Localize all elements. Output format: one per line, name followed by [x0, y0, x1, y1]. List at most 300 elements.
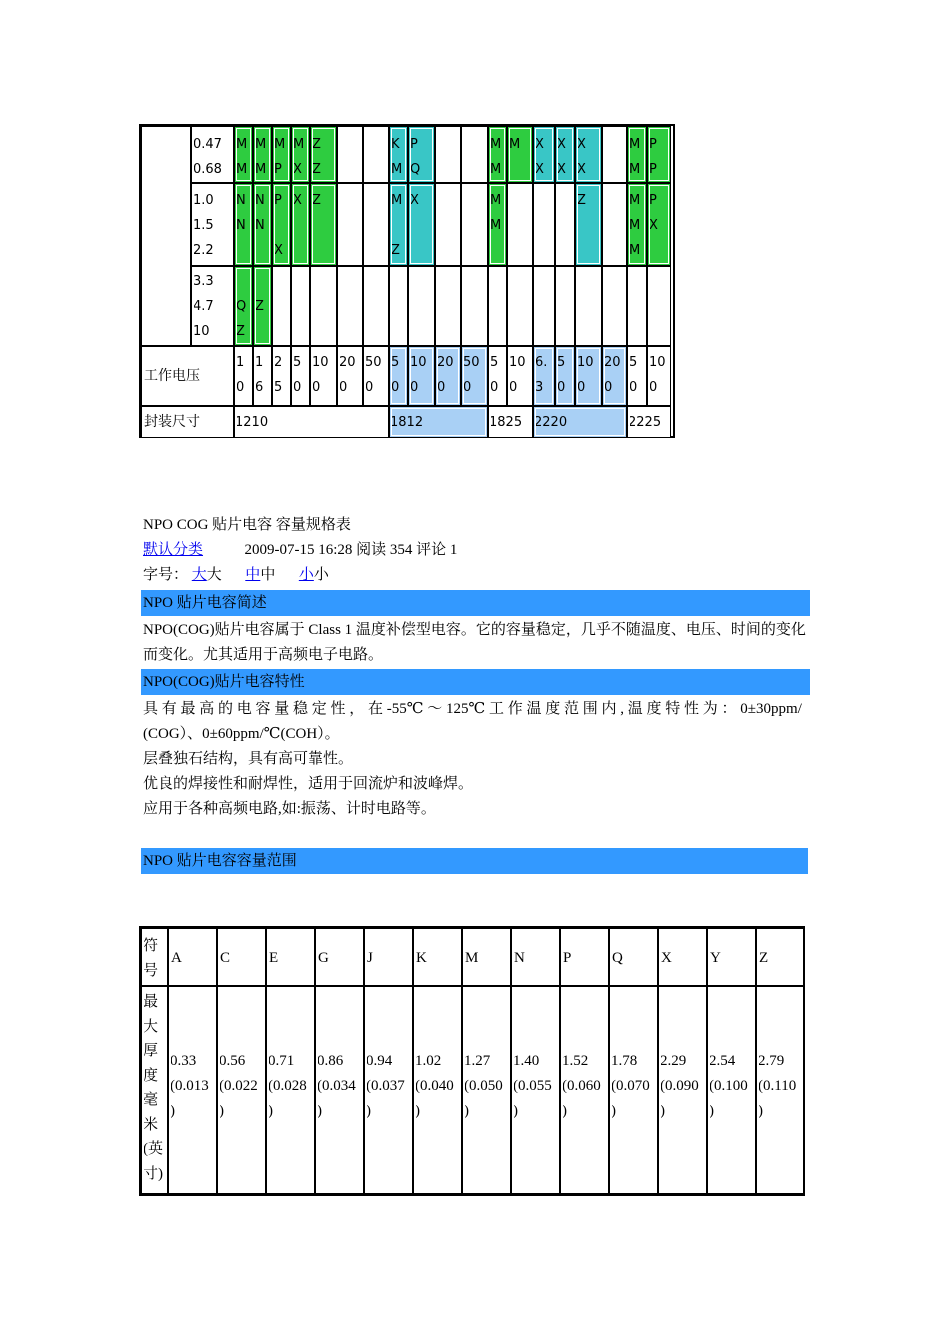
cell-line: ) — [513, 1103, 518, 1119]
cell-line — [462, 188, 487, 213]
cell-line: 0 — [365, 380, 374, 395]
code-cell — [627, 266, 647, 346]
cell-line: 0 — [236, 380, 245, 395]
code-cell — [234, 266, 253, 346]
code-cell — [291, 266, 310, 346]
cell-line: X — [535, 162, 544, 177]
cell-line — [628, 319, 646, 344]
cell-line — [390, 213, 407, 238]
cell-line: 3 — [535, 380, 544, 395]
thickness-cell — [756, 986, 805, 1194]
cell-line: M — [509, 137, 521, 152]
post-meta: 2009-07-15 16:28 阅读 354 评论 1 — [244, 542, 458, 558]
code-cell — [461, 266, 488, 346]
cell-line: M — [274, 137, 286, 152]
cell-line — [576, 213, 601, 238]
cell-line: 0.71 — [268, 1053, 295, 1069]
symbol-cell: E — [266, 928, 315, 986]
cell-line — [508, 238, 532, 263]
code-cell — [507, 126, 533, 183]
cell-line: 6. — [535, 355, 548, 370]
cell-line — [508, 294, 532, 319]
cell-line: ) — [268, 1103, 273, 1119]
cell-line — [556, 213, 574, 238]
code-cell — [533, 183, 555, 266]
cell-line: 符 — [143, 938, 159, 954]
cell-line — [436, 319, 460, 344]
cell-line: K — [391, 137, 400, 152]
cell-line — [648, 319, 670, 344]
article-title: NPO COG 贴片电容 容量规格表 — [143, 517, 351, 533]
cell-line: X — [557, 162, 566, 177]
cell-line — [338, 188, 362, 213]
cell-line: 大 — [143, 1018, 159, 1035]
cell-line: 0 — [410, 380, 419, 395]
cell-line: X — [274, 243, 283, 258]
cell-line: (0.110 — [758, 1078, 797, 1094]
code-cell — [461, 183, 488, 266]
code-cell — [408, 126, 435, 183]
cell-line: 5 — [293, 355, 302, 370]
cell-line — [254, 269, 271, 294]
cell-line — [462, 213, 487, 238]
cell-line — [556, 319, 574, 344]
code-cell — [555, 183, 575, 266]
cell-line: N — [236, 193, 246, 208]
cell-line: 米 — [143, 1116, 159, 1133]
cell-line: 20 — [604, 355, 621, 370]
voltage-cell — [363, 346, 389, 406]
cell-line: 2.79 — [758, 1053, 785, 1069]
cell-line — [254, 319, 271, 344]
package-size-cell: 2225 — [627, 406, 671, 438]
cell-line — [390, 294, 407, 319]
cell-line: 20 — [339, 355, 356, 370]
code-cell — [507, 183, 533, 266]
code-cell — [627, 183, 647, 266]
cell-line: 1.02 — [415, 1053, 442, 1069]
cell-line: P — [649, 193, 657, 208]
thickness-cell — [315, 986, 364, 1194]
cell-line: M — [490, 137, 502, 152]
cell-line — [292, 294, 309, 319]
cell-line — [436, 269, 460, 294]
thickness-cell — [707, 986, 756, 1194]
package-size-cell: 1825 — [488, 406, 533, 438]
cell-line: 50 — [463, 355, 480, 370]
symbol-cell: Q — [609, 928, 658, 986]
font-size-label: 字号： — [143, 567, 189, 583]
voltage-cell — [602, 346, 627, 406]
cell-line: 4.7 — [193, 299, 214, 314]
cell-line: (0.100 — [709, 1078, 748, 1094]
cell-line — [364, 188, 388, 213]
cell-line: N — [255, 193, 265, 208]
cell-line — [648, 238, 670, 263]
cell-line — [508, 269, 532, 294]
cell-line — [508, 188, 532, 213]
code-cell — [408, 183, 435, 266]
code-cell — [435, 266, 461, 346]
cell-line: 2.2 — [193, 243, 214, 258]
code-cell — [272, 183, 291, 266]
cell-line: 1.52 — [562, 1053, 589, 1069]
section-heading-range: NPO 贴片电容容量范围 — [141, 848, 808, 874]
voltage-cell — [507, 346, 533, 406]
cell-line: 5 — [557, 355, 566, 370]
code-cell — [408, 266, 435, 346]
cell-line: 度 — [143, 1067, 159, 1084]
code-cell — [627, 126, 647, 183]
code-cell — [533, 126, 555, 183]
code-cell — [555, 126, 575, 183]
voltage-cell — [627, 346, 647, 406]
cell-line — [364, 132, 388, 157]
cell-line: P — [649, 162, 657, 177]
thickness-table — [139, 926, 805, 1196]
features-line-1: 具 有 最 高 的 电 容 量 稳 定 性 ， 在 -55℃ ～ 125℃ 工 作 温 度 范 围 内 , 温 度 特 性 为 ： 0±30ppm/ — [143, 701, 802, 717]
cell-line: 1 — [255, 355, 264, 370]
code-cell — [272, 126, 291, 183]
cell-line — [462, 238, 487, 263]
cell-line: 3.3 — [193, 274, 214, 289]
cell-line — [390, 269, 407, 294]
cell-line: M — [629, 243, 641, 258]
cell-line — [576, 294, 601, 319]
code-cell — [389, 126, 408, 183]
cell-line: P — [410, 137, 418, 152]
cell-line: ) — [219, 1103, 224, 1119]
cell-line — [254, 238, 271, 263]
cell-line: X — [649, 218, 658, 233]
section-heading-features: NPO(COG)贴片电容特性 — [141, 669, 810, 695]
voltage-cell — [575, 346, 602, 406]
code-cell — [253, 183, 272, 266]
cell-line — [603, 188, 626, 213]
cell-line: 2.29 — [660, 1053, 687, 1069]
cell-line — [273, 294, 290, 319]
cell-line — [648, 269, 670, 294]
cell-line: 10 — [649, 355, 666, 370]
thickness-cell — [511, 986, 560, 1194]
cell-line: (0.028 — [268, 1078, 307, 1094]
cell-line — [436, 188, 460, 213]
cell-line: ) — [562, 1103, 567, 1119]
cell-line — [462, 157, 487, 182]
cell-line — [628, 269, 646, 294]
symbol-cell: P — [560, 928, 609, 986]
cell-line: X — [293, 193, 302, 208]
code-cell — [363, 266, 389, 346]
cell-line — [603, 157, 626, 182]
capacitance-grid — [141, 126, 673, 436]
cell-line: (0.070 — [611, 1078, 650, 1094]
thickness-cell — [168, 986, 217, 1194]
cell-line — [556, 188, 574, 213]
cell-line: 0 — [509, 380, 518, 395]
cell-line: ) — [366, 1103, 371, 1119]
cell-line: X — [535, 137, 544, 152]
cell-line: Z — [391, 243, 400, 258]
cell-line: (0.037 — [366, 1078, 405, 1094]
voltage-label: 工作电压 — [141, 346, 234, 406]
font-size-small-text: 小 — [313, 567, 329, 583]
cell-line: 0 — [490, 380, 499, 395]
thickness-label — [141, 986, 168, 1194]
font-size-medium-text: 中 — [260, 567, 276, 583]
cell-line — [534, 294, 554, 319]
code-cell — [310, 126, 337, 183]
cell-line: Z — [255, 299, 264, 314]
cap-row-header-cell — [141, 126, 191, 346]
cell-line — [603, 319, 626, 344]
voltage-cell — [461, 346, 488, 406]
cell-line: 0 — [312, 380, 321, 395]
code-cell — [488, 266, 507, 346]
cell-line — [311, 238, 336, 263]
code-cell — [234, 183, 253, 266]
cell-line: (0.040 — [415, 1078, 454, 1094]
cell-line — [436, 238, 460, 263]
symbol-cell: M — [462, 928, 511, 986]
cell-line — [436, 294, 460, 319]
code-cell — [310, 183, 337, 266]
code-cell — [602, 266, 627, 346]
cell-line: ) — [758, 1103, 763, 1119]
cell-line — [364, 269, 388, 294]
cell-line — [409, 269, 434, 294]
cell-line — [534, 213, 554, 238]
capacitance-value-cell — [191, 126, 234, 183]
cell-line: 最 — [143, 994, 159, 1010]
overview-line-2: 而变化。尤其适用于高频电子电路。 — [143, 647, 384, 663]
cell-line — [628, 294, 646, 319]
cell-line — [409, 238, 434, 263]
voltage-cell — [408, 346, 435, 406]
voltage-cell — [234, 346, 253, 406]
thickness-cell — [658, 986, 707, 1194]
cell-line — [576, 269, 601, 294]
font-size-large-text: 大 — [206, 567, 222, 583]
code-cell — [291, 183, 310, 266]
cell-line — [436, 157, 460, 182]
cell-line — [462, 269, 487, 294]
font-size-medium-link[interactable]: 中 — [245, 567, 261, 583]
cell-line: (0.013 — [170, 1078, 209, 1094]
cell-line — [409, 294, 434, 319]
thickness-cell — [560, 986, 609, 1194]
cell-line: Q — [236, 299, 247, 314]
code-cell — [435, 126, 461, 183]
cell-line: 5 — [490, 355, 499, 370]
capacitance-value-cell — [191, 266, 234, 346]
cell-line — [508, 213, 532, 238]
overview-line-1: NPO(COG)贴片电容属于 Class 1 温度补偿型电容。它的容量稳定，几乎不随温度、电压、时间的变化 — [143, 622, 806, 638]
cell-line — [489, 294, 506, 319]
cell-line: M — [255, 137, 267, 152]
cell-line — [462, 294, 487, 319]
cell-line: ) — [709, 1103, 714, 1119]
voltage-cell — [291, 346, 310, 406]
package-size-cell: 2220 — [533, 406, 627, 438]
symbol-cell: N — [511, 928, 560, 986]
voltage-cell — [647, 346, 671, 406]
cell-line — [534, 319, 554, 344]
capacitance-table — [139, 124, 675, 438]
cell-line — [603, 294, 626, 319]
category-link[interactable]: 默认分类 — [143, 542, 204, 558]
package-size-label: 封装尺寸 — [141, 406, 234, 438]
cell-line: X — [577, 137, 586, 152]
cell-line: 0.94 — [366, 1053, 393, 1069]
cell-line: M — [629, 137, 641, 152]
voltage-cell — [555, 346, 575, 406]
cell-line: 0.33 — [170, 1053, 197, 1069]
cell-line: 50 — [365, 355, 382, 370]
symbol-cell: X — [658, 928, 707, 986]
features-line-4: 优良的焊接性和耐焊性，适用于回流炉和波峰焊。 — [143, 776, 474, 792]
cell-line — [489, 238, 506, 263]
cell-line: 1 — [236, 355, 245, 370]
code-cell — [363, 183, 389, 266]
cell-line — [436, 132, 460, 157]
cell-line: X — [410, 193, 419, 208]
thickness-cell — [364, 986, 413, 1194]
cell-line — [364, 213, 388, 238]
cell-line: M — [629, 218, 641, 233]
cell-line: Q — [410, 162, 421, 177]
thickness-cell — [462, 986, 511, 1194]
cell-line: M — [236, 137, 248, 152]
cell-line: 10 — [509, 355, 526, 370]
cell-line: X — [557, 137, 566, 152]
cell-line — [235, 238, 252, 263]
code-cell — [647, 126, 671, 183]
cell-line: 0 — [463, 380, 472, 395]
cell-line: 0.47 — [193, 137, 222, 152]
cell-line — [292, 269, 309, 294]
thickness-cell — [266, 986, 315, 1194]
code-cell — [555, 266, 575, 346]
cell-line — [462, 132, 487, 157]
cell-line — [489, 319, 506, 344]
cell-line: 20 — [437, 355, 454, 370]
cell-line: ) — [464, 1103, 469, 1119]
cell-line: 6 — [255, 380, 264, 395]
cell-line: 0 — [437, 380, 446, 395]
symbol-label — [141, 928, 168, 986]
cell-line — [390, 319, 407, 344]
voltage-cell — [337, 346, 363, 406]
symbol-cell: K — [413, 928, 462, 986]
cell-line: M — [236, 162, 248, 177]
code-cell — [575, 183, 602, 266]
cell-line: 0.68 — [193, 162, 222, 177]
cell-line: 0 — [629, 380, 638, 395]
cell-line — [311, 213, 336, 238]
code-cell — [435, 183, 461, 266]
cell-line — [364, 319, 388, 344]
cell-line: Z — [312, 162, 321, 177]
cell-line: N — [255, 218, 265, 233]
cell-line — [436, 213, 460, 238]
code-cell — [602, 183, 627, 266]
cell-line — [338, 132, 362, 157]
cell-line: (0.060 — [562, 1078, 601, 1094]
cell-line: Z — [577, 193, 586, 208]
cell-line: ) — [415, 1103, 420, 1119]
cell-line — [603, 213, 626, 238]
cell-line: (0.022 — [219, 1078, 258, 1094]
cell-line: 1.27 — [464, 1053, 491, 1069]
font-size-large-link[interactable]: 大 — [191, 567, 207, 583]
cell-line: 5 — [391, 355, 400, 370]
symbol-cell: J — [364, 928, 413, 986]
capacitance-value-cell — [191, 183, 234, 266]
cell-line — [338, 269, 362, 294]
cell-line — [364, 157, 388, 182]
cell-line: 毫 — [143, 1092, 159, 1108]
code-cell — [337, 266, 363, 346]
cell-line: Z — [312, 137, 321, 152]
cell-line: 0 — [604, 380, 613, 395]
cell-line: M — [293, 137, 305, 152]
code-cell — [533, 266, 555, 346]
cell-line: 2 — [274, 355, 283, 370]
cell-line — [534, 269, 554, 294]
cell-line: 寸) — [143, 1165, 163, 1182]
section-heading-overview: NPO 贴片电容简述 — [141, 590, 810, 616]
cell-line — [273, 269, 290, 294]
cell-line — [508, 319, 532, 344]
article-meta-row — [143, 538, 457, 563]
cell-line — [534, 188, 554, 213]
cell-line — [311, 269, 336, 294]
cell-line: 1.78 — [611, 1053, 638, 1069]
cell-line: 0 — [577, 380, 586, 395]
cell-line: (0.090 — [660, 1078, 699, 1094]
cell-line: 10 — [312, 355, 329, 370]
cell-line: 0.86 — [317, 1053, 344, 1069]
font-size-small-link[interactable]: 小 — [298, 567, 314, 583]
cell-line: 1.0 — [193, 193, 214, 208]
cell-line: 10 — [193, 324, 210, 339]
code-cell — [253, 266, 272, 346]
thickness-cell — [609, 986, 658, 1194]
cell-line: ) — [660, 1103, 665, 1119]
cell-line: P — [274, 193, 282, 208]
voltage-cell — [310, 346, 337, 406]
code-cell — [291, 126, 310, 183]
code-cell — [253, 126, 272, 183]
code-cell — [461, 126, 488, 183]
cell-line — [338, 319, 362, 344]
code-cell — [602, 126, 627, 183]
cell-line — [556, 294, 574, 319]
cell-line: 0 — [339, 380, 348, 395]
cell-line: ) — [317, 1103, 322, 1119]
cell-line — [311, 319, 336, 344]
cell-line: 0.56 — [219, 1053, 246, 1069]
cell-line: (0.050 — [464, 1078, 503, 1094]
symbol-cell: Y — [707, 928, 756, 986]
cell-line: ) — [611, 1103, 616, 1119]
cell-line — [462, 319, 487, 344]
code-cell — [337, 126, 363, 183]
code-cell — [575, 126, 602, 183]
cell-line: 号 — [143, 963, 159, 979]
code-cell — [507, 266, 533, 346]
